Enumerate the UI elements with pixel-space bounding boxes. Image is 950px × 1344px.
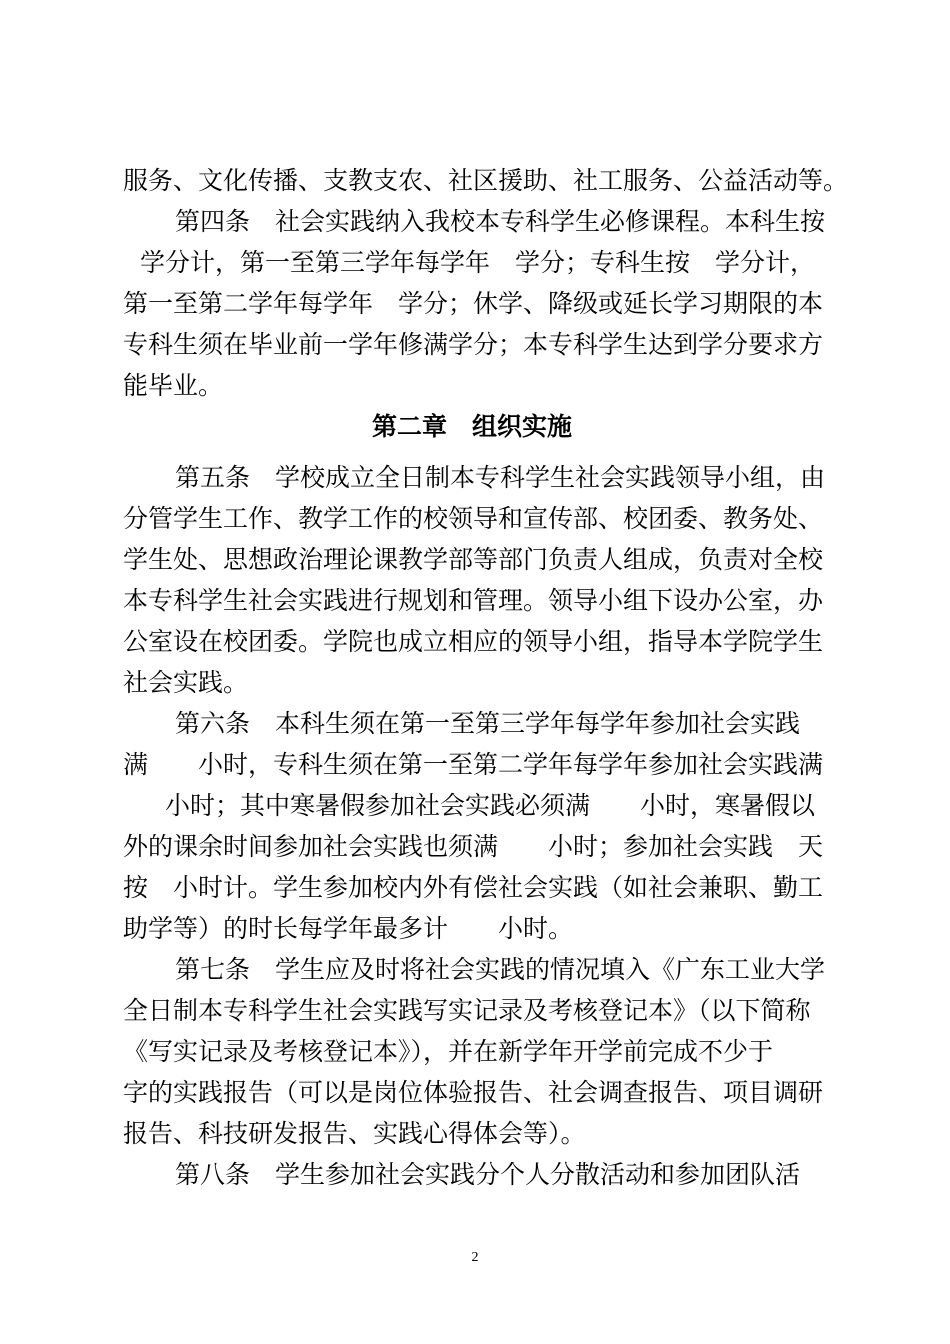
page-number: 2 [471,1250,479,1265]
text-line: 字的实践报告（可以是岗位体验报告、社会调查报告、项目调研 [123,1078,824,1107]
text-line: 分管学生工作、教学工作的校领导和宣传部、校团委、教务处、 [123,504,824,533]
article-6-line: 第六条 本科生须在第一至第三学年每学年参加社会实践 [175,709,801,738]
chapter-heading: 第二章 组织实施 [372,412,573,441]
article-7-line: 第七条 学生应及时将社会实践的情况填入《广东工业大学 [175,955,826,984]
article-4-line: 第四条 社会实践纳入我校本专科学生必修课程。本科生按 [175,207,826,236]
text-line: 按 小时计。学生参加校内外有偿社会实践（如社会兼职、勤工 [123,873,824,902]
text-line: 小时；其中寒暑假参加社会实践必须满 小时，寒暑假以 [165,791,816,820]
text-line: 公室设在校团委。学院也成立相应的领导小组，指导本学院学生 [123,627,824,656]
text-line: 报告、科技研发报告、实践心得体会等）。 [123,1119,586,1148]
text-line: 助学等）的时长每学年最多计 小时。 [123,914,574,943]
text-line: 满 小时，专科生须在第一至第二学年每学年参加社会实践满 [123,750,824,779]
text-line: 社会实践。 [123,668,249,697]
text-line: 专科生须在毕业前一学年修满学分；本专科学生达到学分要求方 [123,330,824,359]
text-line: 学生处、思想政治理论课教学部等部门负责人组成，负责对全校 [123,545,824,574]
text-line: 《写实记录及考核登记本》），并在新学年开学前完成不少于 [123,1037,774,1066]
article-5-line: 第五条 学校成立全日制本专科学生社会实践领导小组，由 [175,463,826,492]
text-line: 能毕业。 [123,371,224,400]
article-8-line: 第八条 学生参加社会实践分个人分散活动和参加团队活 [175,1160,801,1189]
text-line: 服务、文化传播、支教支农、社区援助、社工服务、公益活动等。 [123,166,849,195]
text-line: 学分计，第一至第三学年每学年 学分；专科生按 学分计， [140,248,816,277]
text-line: 本专科学生社会实践进行规划和管理。领导小组下设办公室，办 [123,586,824,615]
text-line: 外的课余时间参加社会实践也须满 小时；参加社会实践 天 [123,832,824,861]
text-line: 全日制本专科学生社会实践写实记录及考核登记本》（以下简称 [123,996,811,1025]
text-line: 第一至第二学年每学年 学分；休学、降级或延长学习期限的本 [123,289,824,318]
